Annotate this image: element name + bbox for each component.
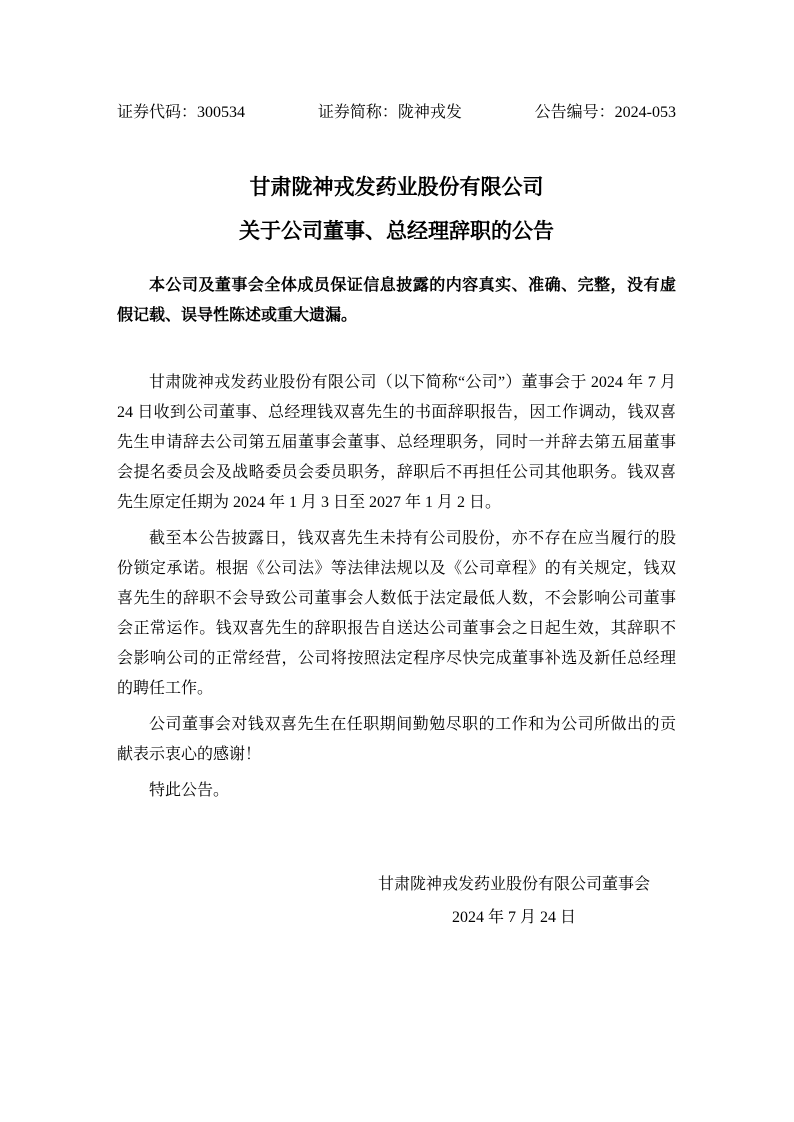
paragraph-2: 截至本公告披露日，钱双喜先生未持有公司股份，亦不存在应当履行的股份锁定承诺。根据《公司法》等法律法规以及《公司章程》的有关规定，钱双喜先生的辞职不会导致公司董事会人数低于法定最低人数，不会影响公司董事会正常运作。钱双喜先生的辞职报告自送达公司董事会之日起生效，其辞职不会影响公司的正常经营，公司将按照法定程序尽快完成董事补选及新任总经理的聘任工作。 [117,530,676,697]
doc-title-block [117,165,676,253]
doc-header [117,103,676,123]
doc-subtitle: 关于公司董事、总经理辞职的公告 [239,219,554,243]
declaration-paragraph: 本公司及董事会全体成员保证信息披露的内容真实、准确、完整，没有虚假记载、误导性陈述或重大遗漏。 [117,277,676,324]
stock-code: 证券代码：300534 [117,104,246,121]
body-text [117,368,676,806]
closing-date: 2024 年 7 月 24 日 [451,909,576,926]
stock-name: 证券简称：陇神戎发 [317,104,462,121]
paragraph-1: 甘肃陇神戎发药业股份有限公司（以下简称“公司”）董事会于 2024 年 7 月 24 日收到公司董事、总经理钱双喜先生的书面辞职报告，因工作调动，钱双喜先生申请辞去公司第五届董事会董事、总经理职务，同时一并辞去第五届董事会提名委员会及战略委员会委员职务，辞职后不再担任公司其他职务。钱双喜先生原定任期为 2024 年 1 月 3 日至 2027 年 1 月 2 日。 [117,374,676,511]
paragraph-4: 特此公告。 [149,782,230,799]
closing-signature: 甘肃陇神戎发药业股份有限公司董事会 [377,876,650,893]
doc-title: 甘肃陇神戎发药业股份有限公司 [249,175,544,199]
paragraph-3: 公司董事会对钱双喜先生在任职期间勤勉尽职的工作和为公司所做出的贡献表示衷心的感谢！ [117,716,676,763]
announcement-number: 公告编号：2024-053 [534,104,676,121]
closing-block [378,868,650,934]
